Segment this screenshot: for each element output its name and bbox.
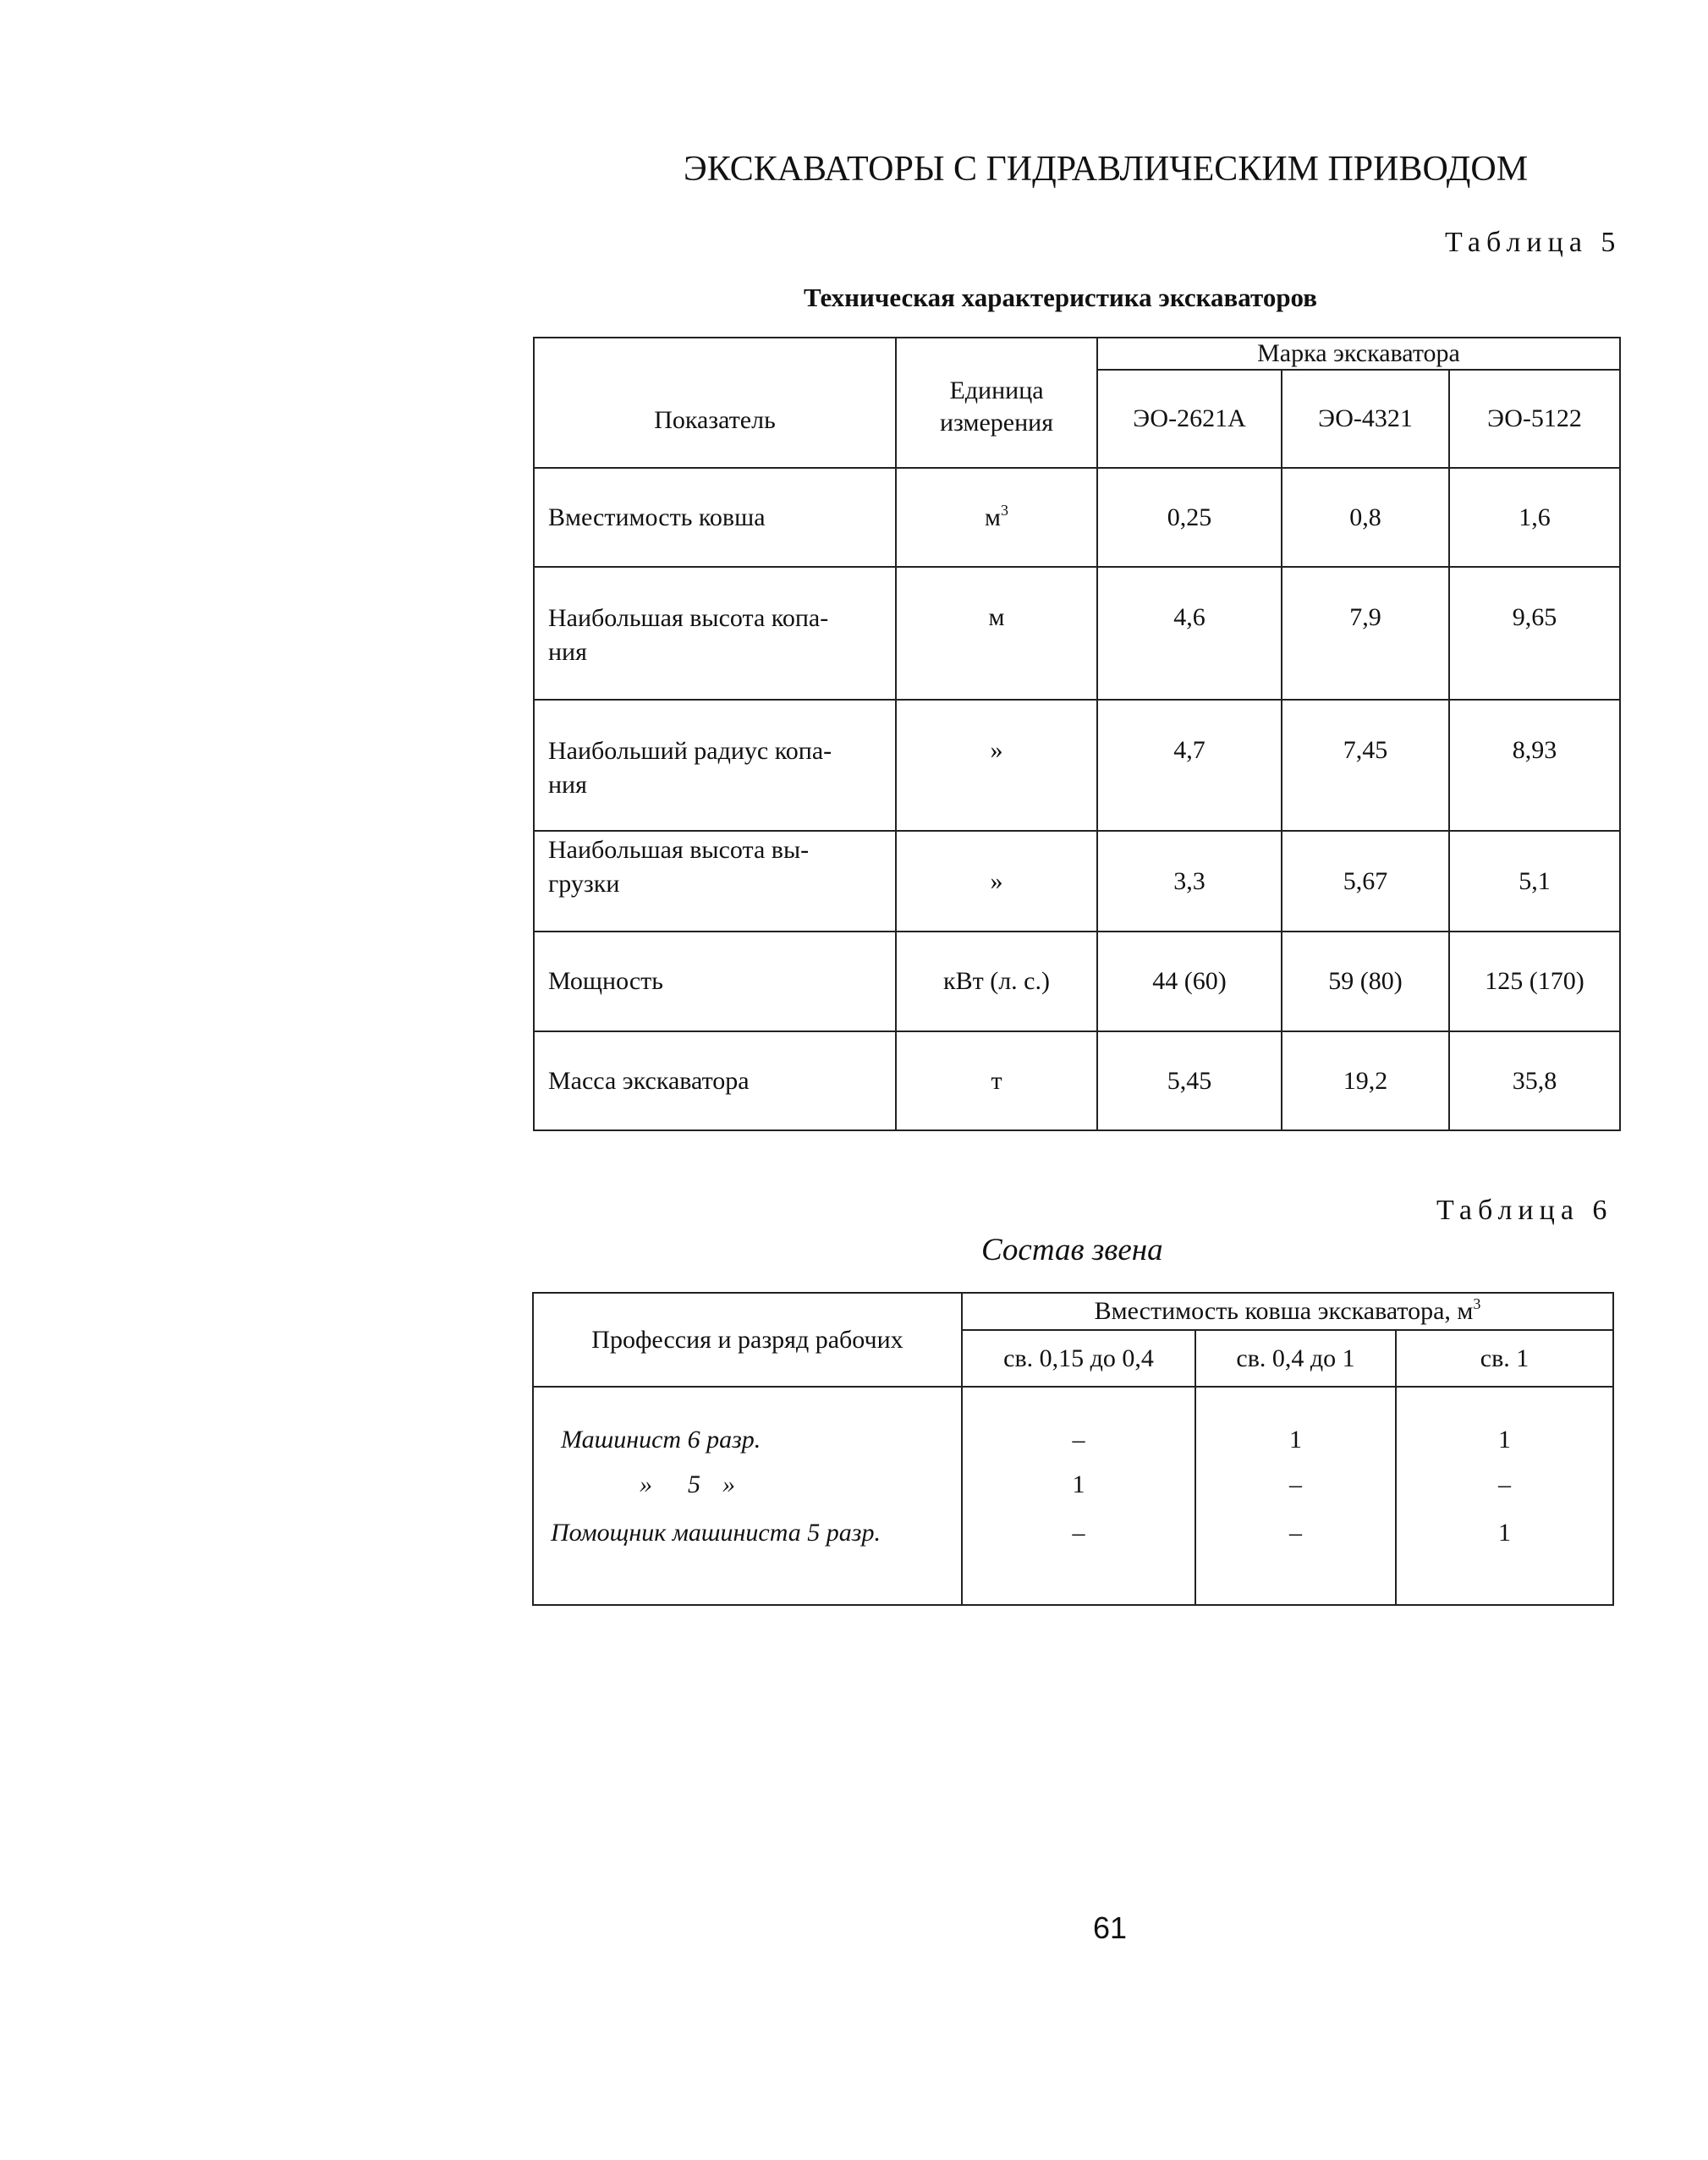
value-cell: 3,3 [1097,831,1282,932]
value-cell: – [1195,1512,1396,1605]
table5-label: Таблица 5 [1445,227,1622,258]
model-1: ЭО-2621А [1097,370,1282,468]
indicator-cell: Масса экскаватора [534,1031,896,1130]
value-cell: 1 [962,1458,1195,1512]
header-capacity-text: Вместимость ковша экскаватора, м [1094,1297,1474,1325]
value-cell: 0,25 [1097,468,1282,567]
header-capacity [962,1293,1613,1330]
indicator-cell: Вместимость ковша [534,468,896,567]
table-row [533,1512,1613,1605]
unit-superscript: 3 [1000,501,1008,519]
header-unit [896,338,1097,468]
value-cell: 44 (60) [1097,932,1282,1031]
table6-header-row [533,1293,1613,1330]
unit-text: м [985,503,1001,531]
table6-label: Таблица 6 [1436,1195,1613,1226]
heading-text: ЭКСКАВАТОРЫ С ГИДРАВЛИЧЕСКИМ ПРИВОДОМ [684,150,1529,189]
header-unit-line1: Единица [949,376,1044,404]
page-number-text: 61 [1093,1910,1128,1945]
crew-composition-table [532,1292,1614,1606]
ditto-mark: » [640,1470,652,1498]
value-cell: 5,45 [1097,1031,1282,1130]
indicator-line1: Наибольшая высота вы- [548,836,810,864]
unit-cell: » [896,700,1097,831]
profession-cell: Машинист 6 разр. [533,1387,962,1458]
value-cell: 4,7 [1097,700,1282,831]
table5-header-row [534,338,1620,370]
table-row [533,1387,1613,1458]
range-2: св. 0,4 до 1 [1195,1330,1396,1387]
value-cell: 19,2 [1282,1031,1449,1130]
unit-cell: м [896,567,1097,700]
value-cell: 125 (170) [1449,932,1620,1031]
value-cell: 5,67 [1282,831,1449,932]
value-cell: 1 [1396,1512,1613,1605]
value-cell: – [1396,1458,1613,1512]
ditto-mark: » [722,1470,735,1498]
value-cell: 1,6 [1449,468,1620,567]
profession-cell [533,1458,962,1512]
indicator-cell [534,567,896,700]
header-brand: Марка экскаватора [1097,338,1620,370]
table6-title: Состав звена [981,1233,1163,1267]
unit-cell: кВт (л. с.) [896,932,1097,1031]
range-3: св. 1 [1396,1330,1613,1387]
model-2: ЭО-4321 [1282,370,1449,468]
table-row [534,831,1620,932]
value-cell: 0,8 [1282,468,1449,567]
value-cell: 1 [1396,1387,1613,1458]
excavator-specs-table [533,337,1621,1131]
table-row [534,1031,1620,1130]
unit-cell [896,468,1097,567]
value-cell: 35,8 [1449,1031,1620,1130]
value-cell: 7,9 [1282,567,1449,700]
header-unit-line2: измерения [939,409,1053,437]
indicator-cell [534,700,896,831]
indicator-line2: грузки [548,870,620,898]
value-cell: – [962,1387,1195,1458]
value-cell: 1 [1195,1387,1396,1458]
indicator-cell: Мощность [534,932,896,1031]
capacity-superscript: 3 [1473,1295,1481,1312]
range-1: св. 0,15 до 0,4 [962,1330,1195,1387]
value-cell: 4,6 [1097,567,1282,700]
grade-number: 5 [688,1470,700,1498]
table-row [534,700,1620,831]
value-cell: 5,1 [1449,831,1620,932]
value-cell: – [962,1512,1195,1605]
value-cell: – [1195,1458,1396,1512]
table-row [533,1458,1613,1512]
model-3: ЭО-5122 [1449,370,1620,468]
table-row [534,932,1620,1031]
header-indicator: Показатель [534,338,896,468]
unit-cell: т [896,1031,1097,1130]
header-profession: Профессия и разряд рабочих [533,1293,962,1387]
profession-cell: Помощник машиниста 5 разр. [533,1512,962,1605]
value-cell: 9,65 [1449,567,1620,700]
indicator-cell [534,831,896,932]
value-cell: 7,45 [1282,700,1449,831]
indicator-line2: ния [548,771,587,799]
value-cell: 59 (80) [1282,932,1449,1031]
indicator-line1: Наибольший радиус копа- [548,737,832,765]
table5-title: Техническая характеристика экскаваторов [804,283,1318,312]
indicator-line2: ния [548,638,587,666]
value-cell: 8,93 [1449,700,1620,831]
indicator-line1: Наибольшая высота копа- [548,604,829,632]
unit-cell: » [896,831,1097,932]
table-row [534,567,1620,700]
table-row [534,468,1620,567]
